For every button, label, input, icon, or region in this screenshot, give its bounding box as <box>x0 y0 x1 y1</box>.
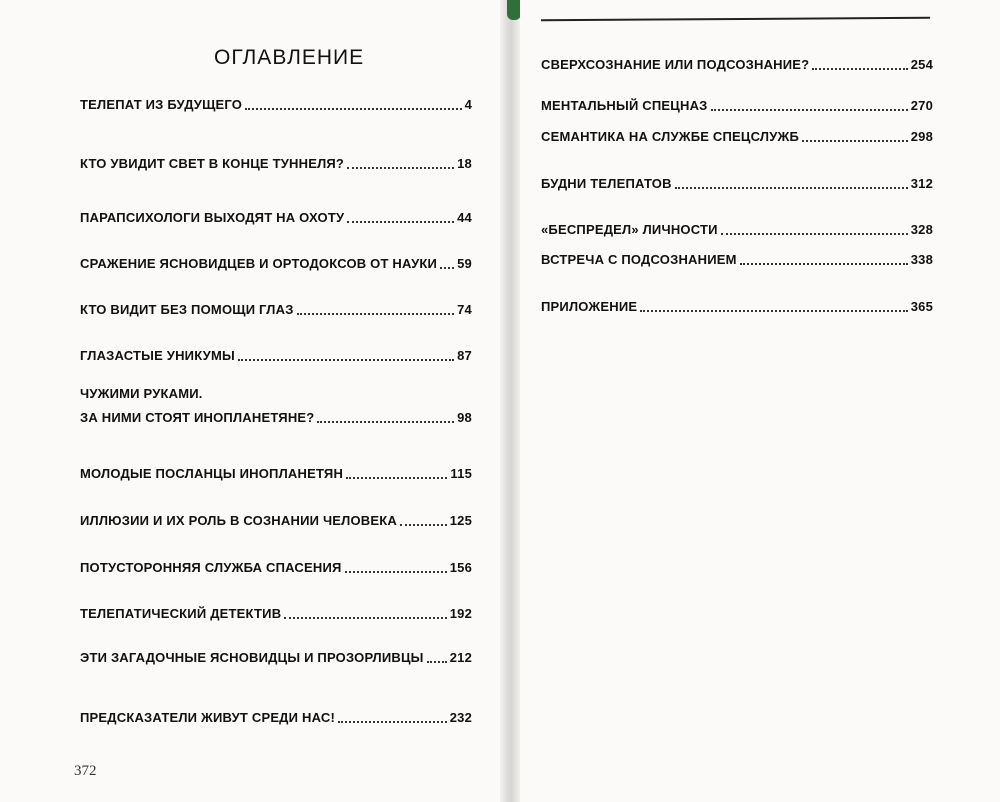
dot-leader <box>297 312 455 315</box>
toc-entry <box>80 466 472 481</box>
page-number: 372 <box>74 763 97 779</box>
toc-entry-page: 338 <box>910 252 933 267</box>
toc-entry-title: ПРЕДСКАЗАТЕЛИ ЖИВУТ СРЕДИ НАС! <box>80 710 335 725</box>
toc-entry-title-line1: ЧУЖИМИ РУКАМИ. <box>80 386 203 401</box>
toc-entry <box>80 97 472 112</box>
toc-entry-title: ПАРАПСИХОЛОГИ ВЫХОДЯТ НА ОХОТУ <box>80 210 345 225</box>
toc-entry-title: ТЕЛЕПАТИЧЕСКИЙ ДЕТЕКТИВ <box>80 606 282 621</box>
toc-entry-page: 232 <box>449 710 472 725</box>
dot-leader <box>317 420 454 423</box>
toc-entry-page: 115 <box>450 466 472 481</box>
toc-entry <box>541 129 933 144</box>
dot-leader <box>338 720 447 723</box>
dot-leader <box>640 309 907 312</box>
toc-entry-page: 44 <box>457 210 472 225</box>
toc-entry-title: СВЕРХСОЗНАНИЕ ИЛИ ПОДСОЗНАНИЕ? <box>541 57 810 72</box>
toc-entry <box>80 348 472 363</box>
toc-entry-page: 328 <box>910 222 933 237</box>
book-gutter <box>500 0 520 802</box>
toc-entry-page: 212 <box>449 650 472 665</box>
toc-entry <box>80 156 472 171</box>
toc-entry-page: 192 <box>449 606 472 621</box>
dot-leader <box>427 660 447 663</box>
toc-entry-title: БУДНИ ТЕЛЕПАТОВ <box>541 176 672 191</box>
toc-entry-page: 156 <box>449 560 472 575</box>
toc-entry-page: 365 <box>910 299 933 314</box>
toc-entry-title: КТО УВИДИТ СВЕТ В КОНЦЕ ТУННЕЛЯ? <box>80 156 345 171</box>
toc-entry-title: КТО ВИДИТ БЕЗ ПОМОЩИ ГЛАЗ <box>80 302 294 317</box>
dot-leader <box>400 523 447 526</box>
toc-entry <box>80 302 472 317</box>
dot-leader <box>245 107 461 110</box>
toc-entry <box>541 57 933 72</box>
toc-entry-title: СЕМАНТИКА НА СЛУЖБЕ СПЕЦСЛУЖБ <box>541 129 799 144</box>
toc-entry <box>80 650 472 665</box>
toc-entry <box>80 560 472 575</box>
dot-leader <box>740 262 908 265</box>
toc-entry <box>80 606 472 621</box>
toc-entry <box>80 710 472 725</box>
toc-entry-title: «БЕСПРЕДЕЛ» ЛИЧНОСТИ <box>541 222 718 237</box>
toc-entry-page: 125 <box>449 513 472 528</box>
toc-heading: ОГЛАВЛЕНИЕ <box>214 46 365 69</box>
bookmark-ribbon <box>507 0 521 20</box>
toc-entry <box>80 210 472 225</box>
toc-entry-title: МОЛОДЫЕ ПОСЛАНЦЫ ИНОПЛАНЕТЯН <box>80 466 344 481</box>
toc-entry-title: ПРИЛОЖЕНИЕ <box>541 299 638 314</box>
toc-entry-title: СРАЖЕНИЕ ЯСНОВИДЦЕВ И ОРТОДОКСОВ ОТ НАУКИ <box>80 256 438 271</box>
dot-leader <box>347 220 454 223</box>
toc-entry-title: ПОТУСТОРОННЯЯ СЛУЖБА СПАСЕНИЯ <box>80 560 342 575</box>
toc-entry-page: 254 <box>910 57 933 72</box>
dot-leader <box>721 232 908 235</box>
toc-entry-page: 98 <box>457 410 472 425</box>
toc-entry <box>541 252 933 267</box>
toc-entry-page: 270 <box>910 98 933 113</box>
toc-entry-page: 18 <box>457 156 472 171</box>
dot-leader <box>347 166 454 169</box>
dot-leader <box>346 476 447 479</box>
toc-entry-title: ГЛАЗАСТЫЕ УНИКУМЫ <box>80 348 235 363</box>
toc-entry-page: 4 <box>464 97 472 112</box>
dot-leader <box>284 616 446 619</box>
toc-entry-page: 74 <box>457 302 472 317</box>
dot-leader <box>440 266 454 269</box>
toc-entry-title: ЭТИ ЗАГАДОЧНЫЕ ЯСНОВИДЦЫ И ПРОЗОРЛИВЦЫ <box>80 650 424 665</box>
toc-entry-title: ИЛЛЮЗИИ И ИХ РОЛЬ В СОЗНАНИИ ЧЕЛОВЕКА <box>80 513 397 528</box>
toc-entry <box>80 410 472 425</box>
toc-entry-page: 312 <box>910 176 933 191</box>
toc-entry <box>541 222 933 237</box>
toc-entry-page: 298 <box>910 129 933 144</box>
dot-leader <box>675 186 908 189</box>
toc-entry-title: ЗА НИМИ СТОЯТ ИНОПЛАНЕТЯНЕ? <box>80 410 315 425</box>
dot-leader <box>238 358 454 361</box>
toc-entry <box>80 513 472 528</box>
toc-entry-title: ТЕЛЕПАТ ИЗ БУДУЩЕГО <box>80 97 243 112</box>
toc-entry-title: ВСТРЕЧА С ПОДСОЗНАНИЕМ <box>541 252 737 267</box>
right-page <box>520 0 1000 802</box>
toc-entry-title: МЕНТАЛЬНЫЙ СПЕЦНАЗ <box>541 98 708 113</box>
dot-leader <box>345 570 447 573</box>
dot-leader <box>802 139 908 142</box>
toc-entry-page: 59 <box>457 256 472 271</box>
toc-entry <box>541 176 933 191</box>
toc-entry <box>80 256 472 271</box>
toc-entry <box>541 299 933 314</box>
dot-leader <box>711 108 908 111</box>
toc-entry-page: 87 <box>457 348 472 363</box>
toc-entry <box>541 98 933 113</box>
dot-leader <box>812 67 907 70</box>
